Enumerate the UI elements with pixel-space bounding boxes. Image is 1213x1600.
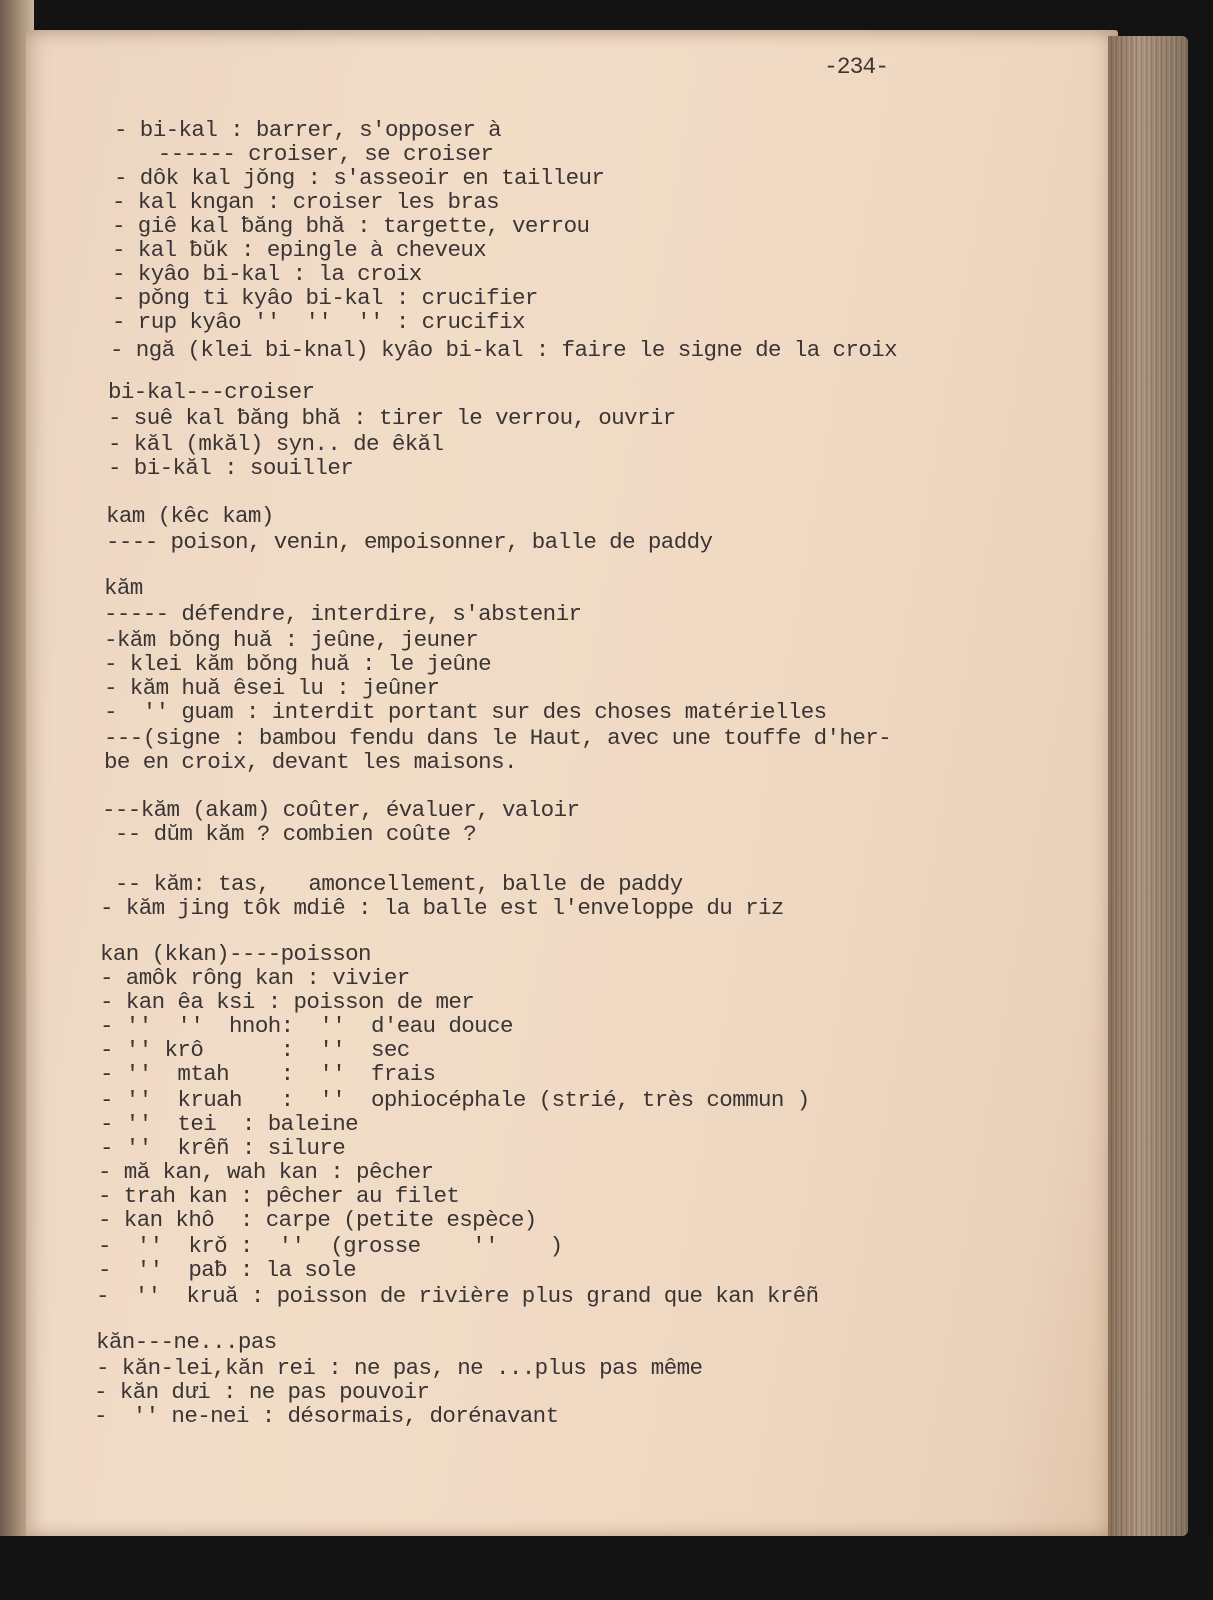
entry-heading: bi-kal---croiser (108, 379, 315, 405)
entry-heading: ---kăm (akam) coûter, évaluer, valoir (102, 797, 580, 823)
text-line: - kal ƀŭk : epingle à cheveux (112, 237, 487, 263)
text-line: - '' krô : '' sec (100, 1037, 410, 1063)
text-line: - suê kal ƀăng bhă : tirer le verrou, ouvrir (108, 405, 676, 431)
entry-heading: kan (kkan)----poisson (100, 941, 371, 967)
entry-heading: kăn---ne...pas (96, 1329, 277, 1355)
text-line: - dôk kal jǒng : s'asseoir en tailleur (114, 165, 605, 191)
text-line: - '' krêñ : silure (100, 1135, 346, 1161)
text-line: - kan êa ksi : poisson de mer (100, 989, 475, 1015)
text-line: - '' ne-nei : désormais, dorénavant (94, 1403, 559, 1429)
text-line: - kăl (mkăl) syn.. de êkăl (108, 431, 444, 457)
text-line: - amôk rông kan : vivier (100, 965, 410, 991)
text-line: - kăm jing tôk mdiê : la balle est l'enveloppe du riz (100, 895, 784, 921)
text-line: - kăm huă êsei lu : jeûner (104, 675, 440, 701)
text-line: - trah kan : pêcher au filet (98, 1183, 460, 1209)
text-line: - pǒng ti kyâo bi-kal : crucifier (112, 285, 538, 311)
text-line: - bi-kăl : souiller (108, 455, 354, 481)
text-line: - '' tei : baleine (100, 1111, 359, 1137)
text-line: - mă kan, wah kan : pêcher (98, 1159, 434, 1185)
text-line: -- kăm: tas, amoncellement, balle de paddy (102, 871, 683, 897)
text-line: ----- défendre, interdire, s'abstenir (104, 601, 582, 627)
text-line: - kăn-lei,kăn rei : ne pas, ne ...plus pas même (96, 1355, 703, 1381)
text-line: - bi-kal : barrer, s'opposer à (114, 117, 502, 143)
text-line: - ngă (klei bi-knal) kyâo bi-kal : faire le signe de la croix (110, 337, 898, 363)
page-number: -234- (824, 54, 889, 80)
text-line: ------ croiser, se croiser (132, 141, 494, 167)
text-line: -kăm bǒng huă : jeûne, jeuner (104, 627, 479, 653)
text-line: - '' '' hnoh: '' d'eau douce (100, 1013, 513, 1039)
entry-heading: kam (kêc kam) (106, 503, 274, 529)
text-line: - '' krǒ : '' (grosse '' ) (98, 1233, 563, 1259)
text-line: - '' guam : interdit portant sur des choses matérielles (104, 699, 827, 725)
text-line: - '' paƀ : la sole (98, 1257, 357, 1283)
text-line: be en croix, devant les maisons. (104, 749, 517, 775)
text-line: ---(signe : bambou fendu dans le Haut, avec une touffe d'her- (104, 725, 892, 751)
text-line: - '' mtah : '' frais (100, 1061, 436, 1087)
text-line: ---- poison, venin, empoisonner, balle de paddy (106, 529, 713, 555)
text-line: - kyâo bi-kal : la croix (112, 261, 422, 287)
text-line: - '' kruă : poisson de rivière plus grand que kan krêñ (96, 1283, 819, 1309)
text-line: - '' kruah : '' ophiocéphale (strié, très commun ) (100, 1087, 810, 1113)
text-line: - kal kngan : croiser les bras (112, 189, 500, 215)
text-line: - giê kal ƀăng bhă : targette, verrou (112, 213, 590, 239)
text-line: - kăn dưi : ne pas pouvoir (94, 1379, 430, 1405)
entry-heading: kăm (104, 575, 143, 601)
text-line: - klei kăm bǒng huă : le jeûne (104, 651, 492, 677)
text-line: -- dŭm kăm ? combien coûte ? (102, 821, 477, 847)
text-line: - kan khô : carpe (petite espèce) (98, 1207, 537, 1233)
text-line: - rup kyâo '' '' '' : crucifix (112, 309, 525, 335)
